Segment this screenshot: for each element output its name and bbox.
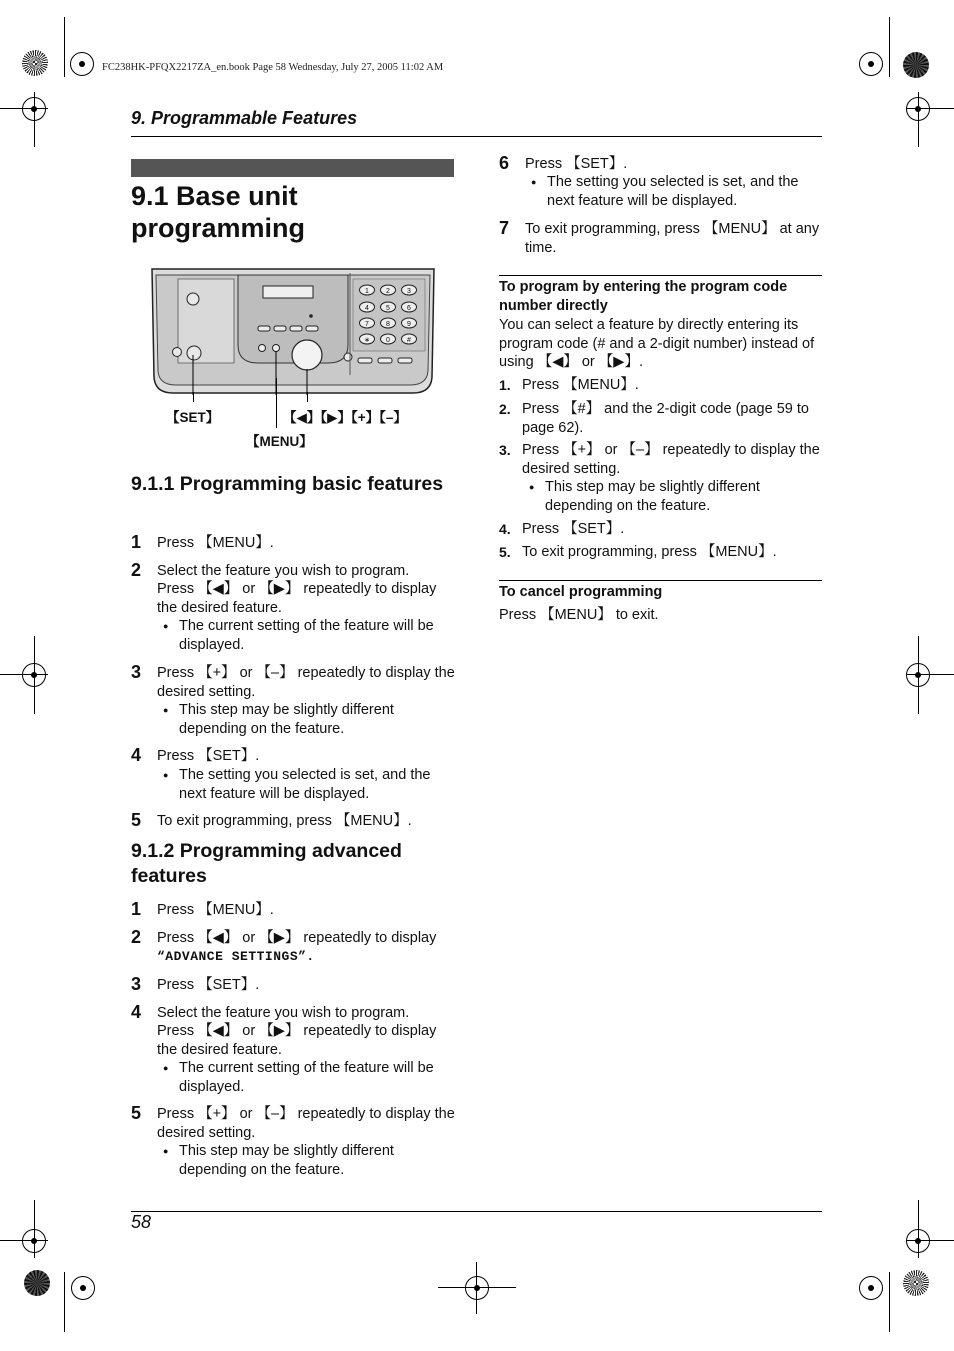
section-bar: [131, 159, 454, 177]
bullet-text: ● This step may be slightly different depending on the feature.: [545, 478, 820, 515]
callout-line: [307, 392, 308, 402]
list-number: 5.: [499, 544, 511, 560]
keypad-key: 4: [365, 305, 369, 312]
section-title: 9.1 Base unit programming: [131, 181, 306, 243]
list-text: Press 【SET】.: [522, 521, 625, 537]
list-number: 2.: [499, 401, 511, 417]
page-number: 58: [131, 1212, 152, 1232]
step-number: 2: [131, 927, 142, 947]
step-number: 6: [499, 153, 510, 173]
bullet-text: ● The setting you selected is set, and the next feature will be displayed.: [179, 766, 454, 803]
keypad-key: ∗: [364, 337, 370, 344]
callout-line: [276, 378, 277, 428]
crop-line: [476, 1262, 477, 1314]
keypad-key: 9: [407, 321, 411, 328]
bullet-text: ● The current setting of the feature will be displayed.: [179, 1059, 454, 1096]
step-text: Press 【◀】 or 【▶】 repeatedly to display the desired feature.: [157, 1023, 437, 1058]
step-text: To exit programming, press 【MENU】 at any time.: [525, 221, 820, 256]
bullet-text: ● This step may be slightly different depending on the feature.: [179, 701, 454, 738]
bullet-text: ● The current setting of the feature will be displayed.: [179, 617, 454, 654]
keypad-key: #: [407, 337, 411, 344]
crosshair-icon: [70, 52, 94, 76]
crop-line: [906, 1240, 954, 1241]
step-text: Press 【MENU】.: [157, 902, 274, 918]
crop-line: [34, 636, 35, 714]
crosshair-icon: [465, 1276, 489, 1300]
print-info: FC238HK-PFQX2217ZA_en.book Page 58 Wednesday, July 27, 2005 11:02 AM: [102, 62, 444, 73]
crop-line: [918, 1200, 919, 1258]
step-text: Select the feature you wish to program.: [157, 1005, 410, 1021]
list-text: To exit programming, press 【MENU】.: [522, 544, 777, 560]
crop-line: [438, 1287, 516, 1288]
list-text: Press 【+】 or 【–】 repeatedly to display the desired setting.: [522, 442, 820, 477]
direct-entry-intro: You can select a feature by directly entering its program code (# and a 2-digit number) instead of using 【◀】 or 【▶】.: [499, 317, 815, 371]
step-number: 1: [131, 899, 142, 919]
crop-line: [0, 674, 48, 675]
label-menu-key: 【MENU】: [246, 434, 313, 449]
step-text: Press 【◀】 or 【▶】 repeatedly to display: [157, 930, 437, 946]
list-number: 3.: [499, 442, 511, 458]
crop-line: [906, 674, 954, 675]
crop-line: [0, 1240, 48, 1241]
footer-rule: [131, 1211, 822, 1212]
step-number: 1: [131, 532, 142, 552]
crosshair-icon: [859, 52, 883, 76]
header-rule: [131, 136, 822, 137]
cancel-text: Press 【MENU】 to exit.: [499, 607, 659, 623]
step-number: 4: [131, 745, 142, 765]
keypad-key: 2: [386, 288, 390, 295]
label-navigation-keys: 【◀】【▶】【+】【–】: [283, 410, 407, 425]
list-text: Press 【MENU】.: [522, 377, 639, 393]
list-number: 4.: [499, 521, 511, 537]
registration-burst-icon: [24, 1270, 50, 1296]
crop-line: [34, 92, 35, 147]
list-text: Press 【#】 and the 2-digit code (page 59 to page 62).: [522, 401, 809, 436]
bullet-text: ● This step may be slightly different depending on the feature.: [179, 1142, 454, 1179]
keypad-key: 5: [386, 305, 390, 312]
crop-line: [64, 17, 65, 77]
step-number: 3: [131, 662, 142, 682]
base-unit-illustration: [148, 265, 438, 395]
step-number: 2: [131, 560, 142, 580]
step-text: Press 【MENU】.: [157, 535, 274, 551]
step-text: Select the feature you wish to program.: [157, 563, 410, 579]
step-number: 4: [131, 1002, 142, 1022]
crop-line: [918, 636, 919, 714]
list-number: 1.: [499, 377, 511, 393]
keypad-key: 6: [407, 305, 411, 312]
keypad-key: 8: [386, 321, 390, 328]
bullet-text: ● The setting you selected is set, and the next feature will be displayed.: [547, 173, 822, 210]
keypad-key: 1: [365, 288, 369, 295]
crop-line: [34, 1200, 35, 1258]
keypad-key: 7: [365, 321, 369, 328]
step-number: 5: [131, 810, 142, 830]
section-rule: [499, 275, 822, 276]
fax-machine-icon: [148, 265, 438, 395]
crop-line: [64, 1272, 65, 1332]
display-text: “ADVANCE SETTINGS”.: [157, 949, 315, 964]
step-number: 5: [131, 1103, 142, 1123]
direct-entry-title: To program by entering the program code number directly: [499, 279, 788, 314]
crosshair-icon: [859, 1276, 883, 1300]
cancel-title: To cancel programming: [499, 584, 663, 600]
callout-line: [193, 392, 194, 402]
crop-line: [918, 92, 919, 147]
crop-line: [889, 1272, 890, 1332]
crop-line: [889, 17, 890, 77]
keypad-key: 0: [386, 337, 390, 344]
step-text: Press 【SET】.: [525, 156, 628, 172]
step-text: Press 【SET】.: [157, 977, 260, 993]
step-text: Press 【+】 or 【–】 repeatedly to display the desired setting.: [157, 665, 455, 700]
step-text: Press 【◀】 or 【▶】 repeatedly to display the desired feature.: [157, 581, 437, 616]
registration-burst-icon: [903, 1270, 929, 1296]
step-text: To exit programming, press 【MENU】.: [157, 813, 412, 829]
keypad-key: 3: [407, 288, 411, 295]
chapter-header: 9. Programmable Features: [131, 108, 358, 128]
step-number: 7: [499, 218, 510, 238]
registration-burst-icon: [22, 50, 48, 76]
section-rule: [499, 580, 822, 581]
crosshair-icon: [71, 1276, 95, 1300]
step-text: Press 【SET】.: [157, 748, 260, 764]
subsection-title-advanced: 9.1.2 Programming advanced features: [131, 840, 402, 887]
subsection-title-basic: 9.1.1 Programming basic features: [131, 473, 444, 495]
step-number: 3: [131, 974, 142, 994]
registration-burst-icon: [903, 52, 929, 78]
crop-line: [0, 108, 48, 109]
label-set-key: 【SET】: [166, 410, 220, 425]
crop-line: [906, 108, 954, 109]
step-text: Press 【+】 or 【–】 repeatedly to display the desired setting.: [157, 1106, 455, 1141]
